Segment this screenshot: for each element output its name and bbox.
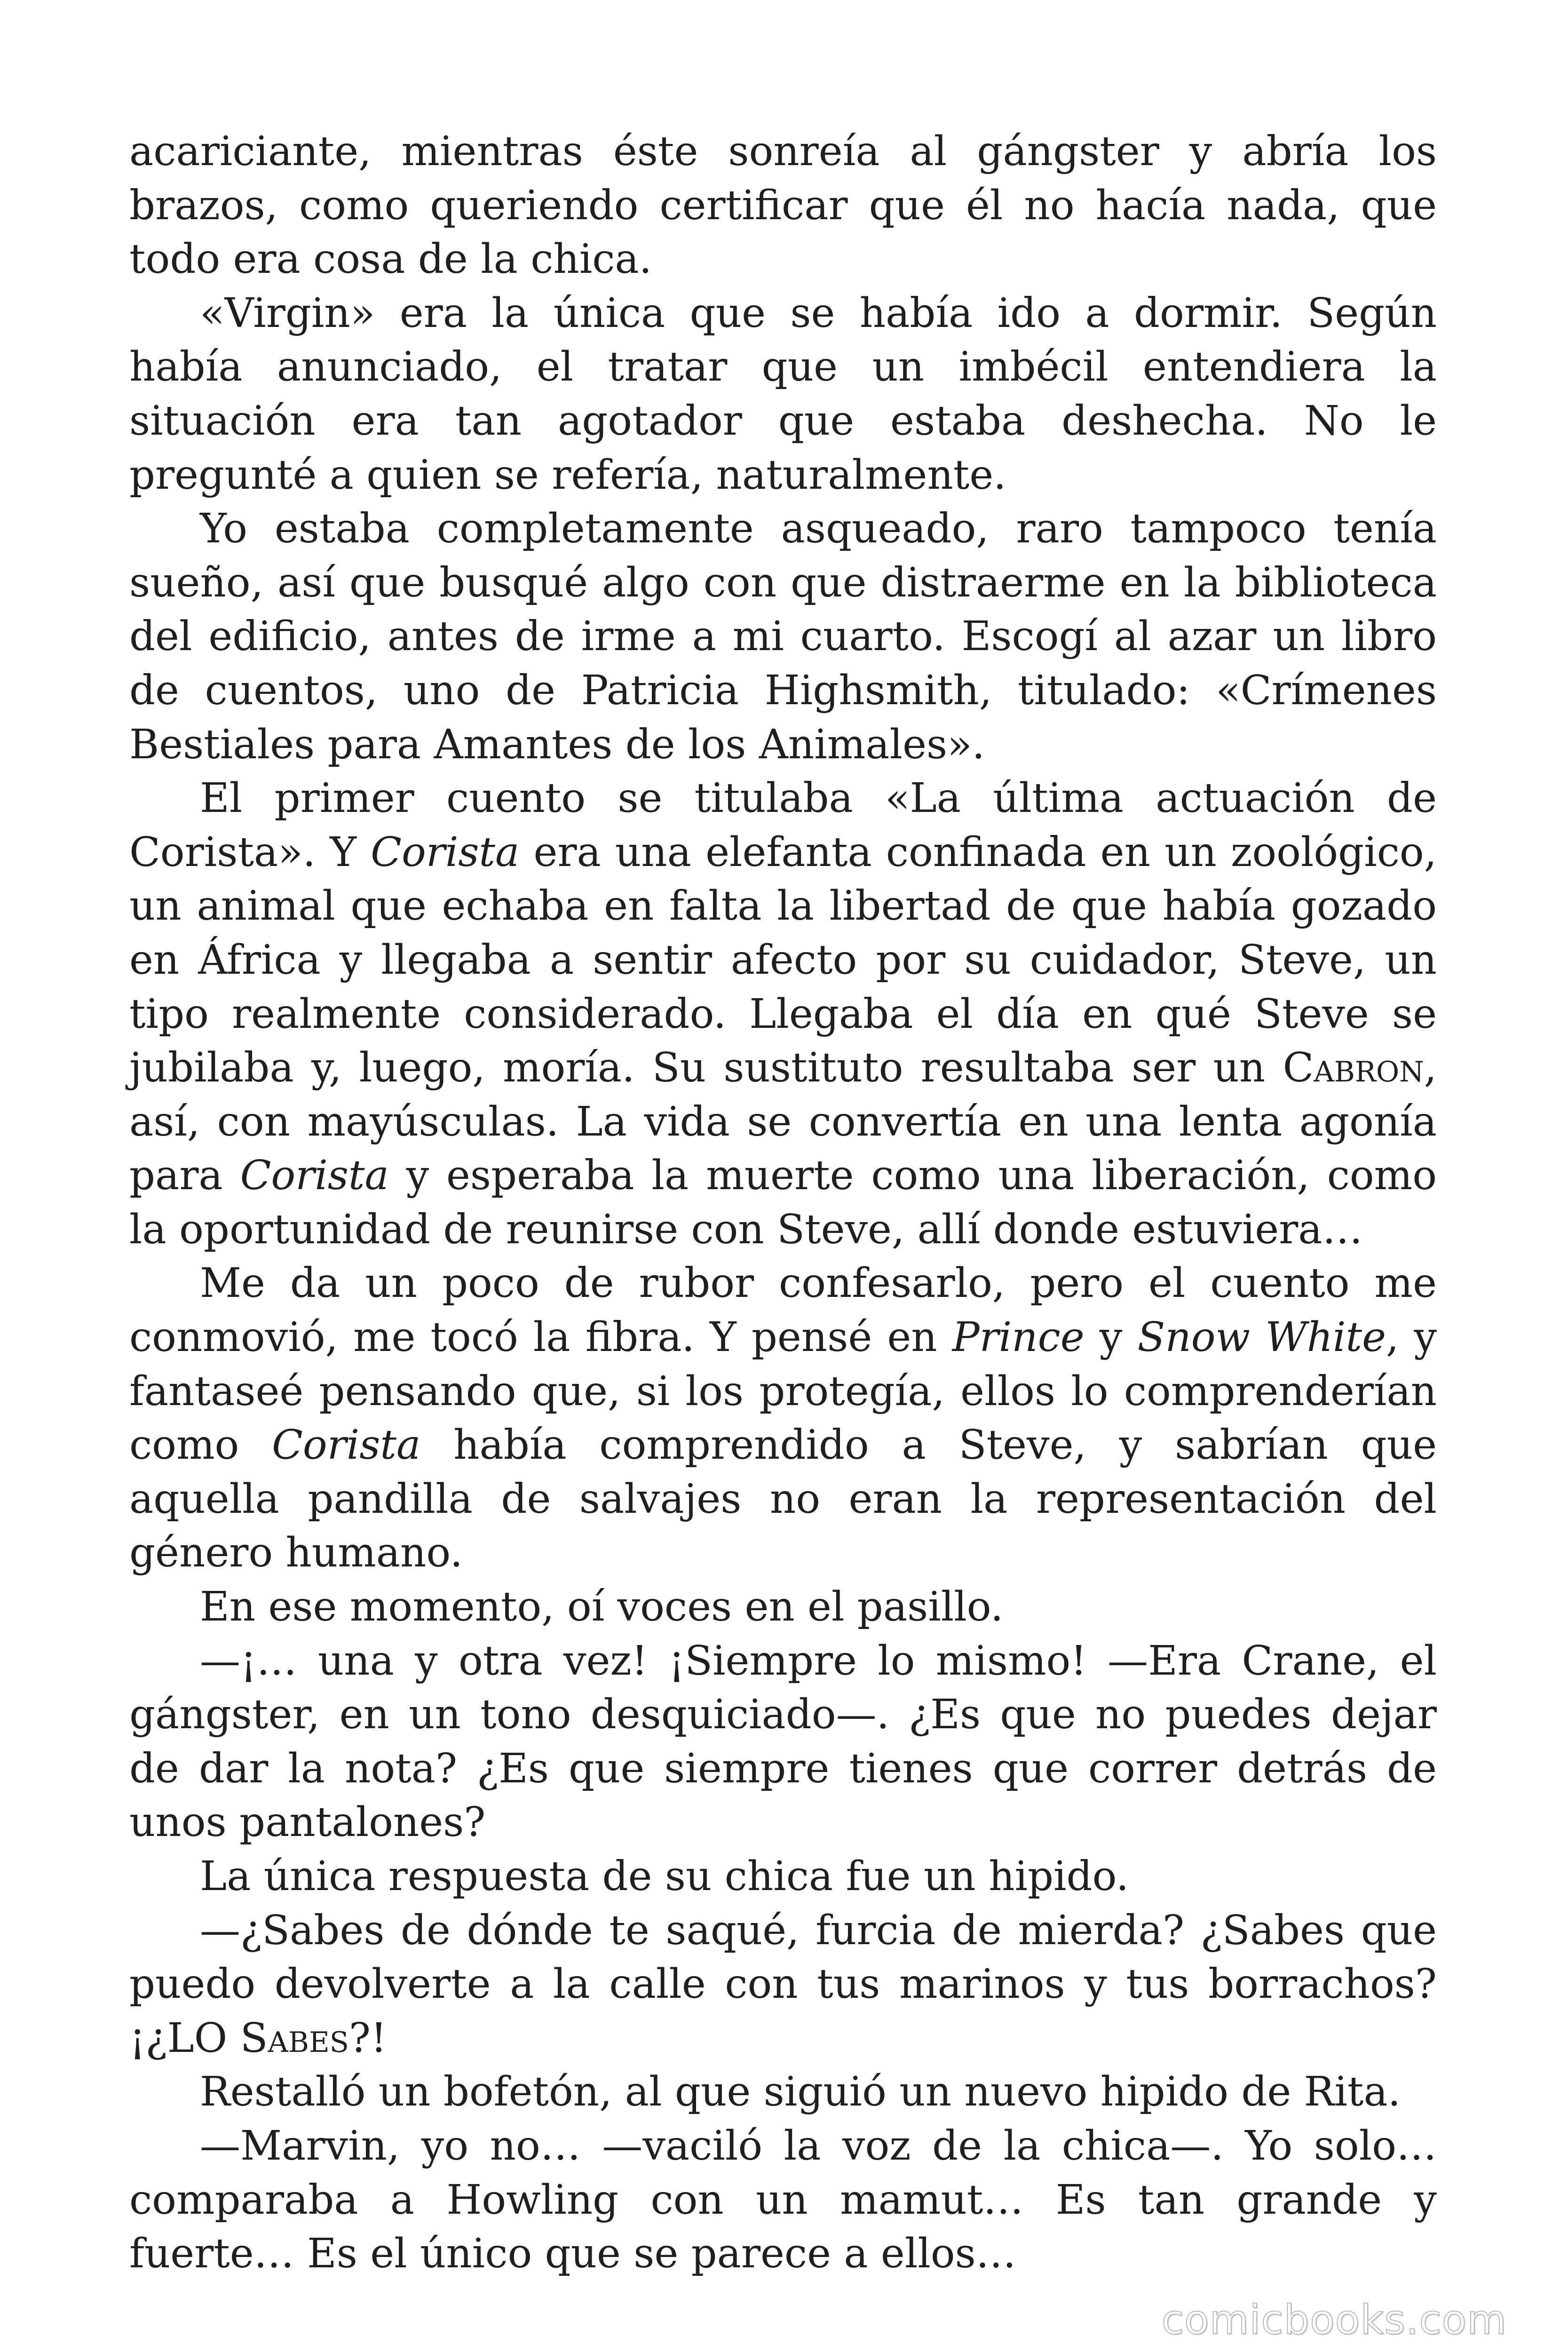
paragraph xyxy=(129,125,1437,286)
paragraph xyxy=(129,286,1437,502)
text-run: —Marvin, yo no… —vaciló la voz de la chica—. Yo solo… comparaba a Howling con un mamut… Es tan grande y fuerte… Es el único que se parece a ellos… xyxy=(129,2122,1437,2278)
italic-text: Snow White xyxy=(1137,1314,1386,1361)
text-run: —¡… una y otra vez! ¡Siempre lo mismo! —Era Crane, el gángster, en un tono desquiciado—. ¿Es que no puedes dejar de dar la nota? ¿Es que siempre tienes que correr detrás de unos pantalones? xyxy=(129,1637,1437,1846)
text-run: acariciante, mientras éste sonreía al gángster y abría los brazos, como queriendo certificar que él no hacía nada, que todo era cosa de la chica. xyxy=(129,128,1437,283)
watermark: comicbooks.com xyxy=(1161,2296,1507,2344)
italic-text: Corista xyxy=(240,1152,389,1200)
italic-text: Prince xyxy=(952,1314,1085,1361)
italic-text: Corista xyxy=(272,1422,421,1469)
text-run: En ese momento, oí voces en el pasillo. xyxy=(200,1583,1004,1631)
paragraph xyxy=(129,502,1437,771)
text-run: , así, con mayúsculas. La vida se convertía en una lenta agonía para xyxy=(129,1044,1437,1200)
paragraph xyxy=(129,2119,1437,2281)
text-run: era una elefanta confinada en un zoológico, un animal que echaba en falta la libertad de que había gozado en África y llegaba a sentir afecto por su cuidador, Steve, un tipo realmente considerado. Llegaba el día en qué Steve se jubilaba y, luego, moría. Su sustituto resultaba ser un xyxy=(129,828,1437,1092)
paragraph xyxy=(129,2065,1437,2119)
text-run: Me da un poco de rubor confesarlo, pero el cuento me conmovió, me tocó la fibra. Y pensé en xyxy=(129,1260,1437,1361)
paragraph xyxy=(129,771,1437,1256)
text-run: y esperaba la muerte como una liberación, como la oportunidad de reunirse con Steve, allí donde estuviera… xyxy=(129,1152,1437,1253)
text-run: ?! xyxy=(348,2014,387,2062)
smallcaps-text: Cabron xyxy=(1283,1044,1424,1092)
text-run: , y fantaseé pensando que, si los protegía, ellos lo comprenderían como xyxy=(129,1314,1437,1469)
text-run: y xyxy=(1084,1314,1138,1361)
text-run: —¿Sabes de dónde te saqué, furcia de mierda? ¿Sabes que puedo devolverte a la calle con tus marinos y tus borrachos? ¡¿LO xyxy=(129,1907,1437,2062)
text-run: «Virgin» era la única que se había ido a dormir. Según había anunciado, el tratar que un imbécil entendiera la situación era tan agotador que estaba deshecha. No le pregunté a quien se refería, naturalmente. xyxy=(129,289,1437,499)
text-run: Restalló un bofetón, al que siguió un nuevo hipido de Rita. xyxy=(200,2068,1401,2116)
italic-text: Corista xyxy=(371,828,520,876)
paragraph xyxy=(129,1256,1437,1580)
text-run: Yo estaba completamente asqueado, raro tampoco tenía sueño, así que busqué algo con que distraerme en la biblioteca del edificio, antes de irme a mi cuarto. Escogí al azar un libro de cuentos, uno de Patricia Highsmith, titulado: «Crímenes Bestiales para Amantes de los Animales». xyxy=(129,505,1437,768)
text-run: había comprendido a Steve, y sabrían que aquella pandilla de salvajes no eran la representación del género humano. xyxy=(129,1422,1437,1577)
paragraph xyxy=(129,1904,1437,2066)
paragraph xyxy=(129,1580,1437,1634)
smallcaps-text: Sabes xyxy=(240,2014,349,2062)
text-run: El primer cuento se titulaba «La última actuación de Corista». Y xyxy=(129,775,1437,876)
paragraph xyxy=(129,1850,1437,1904)
page-body xyxy=(129,125,1437,2281)
text-run: La única respuesta de su chica fue un hipido. xyxy=(200,1853,1129,1900)
paragraph xyxy=(129,1634,1437,1850)
